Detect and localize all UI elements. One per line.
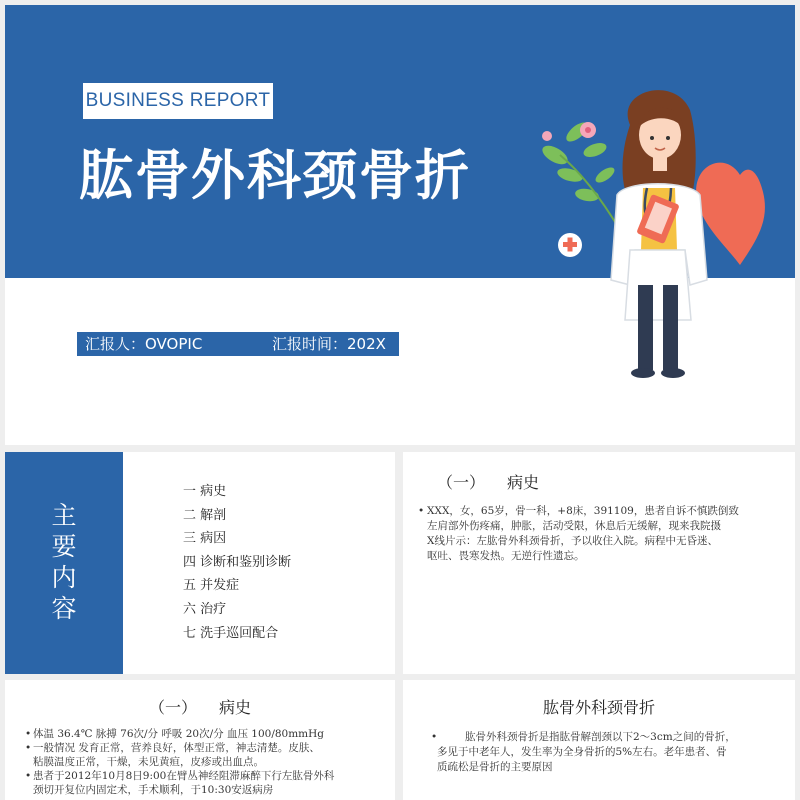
fracture-slide xyxy=(403,680,795,800)
business-report-tag: BUSINESS REPORT xyxy=(83,83,273,119)
toc-side-title xyxy=(5,500,123,624)
section-title: 病史 xyxy=(507,473,540,492)
cover-title: 肱骨外科颈骨折 xyxy=(79,144,471,207)
heart-icon xyxy=(696,163,765,265)
toc-item: 三 病因 xyxy=(183,531,227,547)
vitals-item-continued: 颈切开复位内固定术，手术顺利，于10:30安返病房 xyxy=(33,784,274,796)
vitals-item: • 患者于2012年10月8日9:00在臂丛神经阻滞麻醉下行左肱骨外科 xyxy=(33,770,373,783)
fracture-line: 质疏松是骨折的主要原因 xyxy=(437,761,553,773)
bullet-icon: • xyxy=(431,731,438,743)
fracture-line: 肱骨外科颈骨折是指肱骨解剖颈以下2～3cm之间的骨折， xyxy=(465,731,736,743)
toc-side-char: 容 xyxy=(51,594,77,623)
history-line: 呕吐、畏寒发热。无逆行性遗忘。 xyxy=(427,550,585,562)
section-title: 肱骨外科颈骨折 xyxy=(542,698,655,717)
history-line: 左肩部外伤疼痛，肿胀，活动受限，休息后无缓解，现来我院摄 xyxy=(427,520,721,532)
toc-side-char: 内 xyxy=(51,563,77,592)
vitals-item-continued: 粘膜温度正常，干燥，未见黄疸，皮疹或出血点。 xyxy=(33,756,264,768)
bullet-icon: • xyxy=(418,505,425,517)
toc-item: 二 解剖 xyxy=(183,507,227,523)
section-heading xyxy=(149,695,251,718)
fracture-paragraph xyxy=(431,730,777,775)
toc-side-bar xyxy=(5,452,123,674)
toc-item: 六 治疗 xyxy=(183,601,227,617)
history-paragraph xyxy=(418,504,777,564)
toc-item: 四 诊断和鉴别诊断 xyxy=(183,554,292,570)
cover-slide xyxy=(5,5,795,445)
toc-item: 五 并发症 xyxy=(183,578,240,594)
toc-slide xyxy=(5,452,395,674)
toc-side-char: 要 xyxy=(51,532,77,561)
toc-side-char: 主 xyxy=(51,501,77,530)
fracture-line: 多见于中老年人，发生率为全身骨折的5%左右。老年患者、骨 xyxy=(437,746,727,758)
toc-item: 一 病史 xyxy=(183,484,227,499)
vitals-item: • 一般情况 发育正常，营养良好，体型正常，神志清楚。皮肤、 xyxy=(33,742,373,755)
section-title: 病史 xyxy=(219,698,252,717)
section-heading xyxy=(437,470,539,493)
history-slide-2 xyxy=(5,680,395,800)
section-number: （一） xyxy=(437,473,486,492)
reporter-info-bar xyxy=(77,332,399,356)
reporter-label: 汇报人：OVOPIC xyxy=(85,335,203,353)
report-time-label: 汇报时间：202X xyxy=(272,335,386,353)
history-line: X线片示：左肱骨外科颈骨折，予以收住入院。病程中无昏迷、 xyxy=(427,535,718,547)
vitals-list xyxy=(33,728,373,798)
toc-list xyxy=(183,480,291,645)
history-slide-1 xyxy=(403,452,795,674)
history-line: XXX，女，65岁，骨一科，+8床，391109，患者自诉不慎跌倒致 xyxy=(427,505,739,517)
section-number: （一） xyxy=(149,698,198,717)
vitals-item: • 体温 36.4℃ 脉搏 76次/分 呼吸 20次/分 血压 100/80mmHg xyxy=(33,728,373,741)
toc-item: 七 洗手巡回配合 xyxy=(183,625,279,641)
doctor-illustration-icon xyxy=(525,80,775,390)
